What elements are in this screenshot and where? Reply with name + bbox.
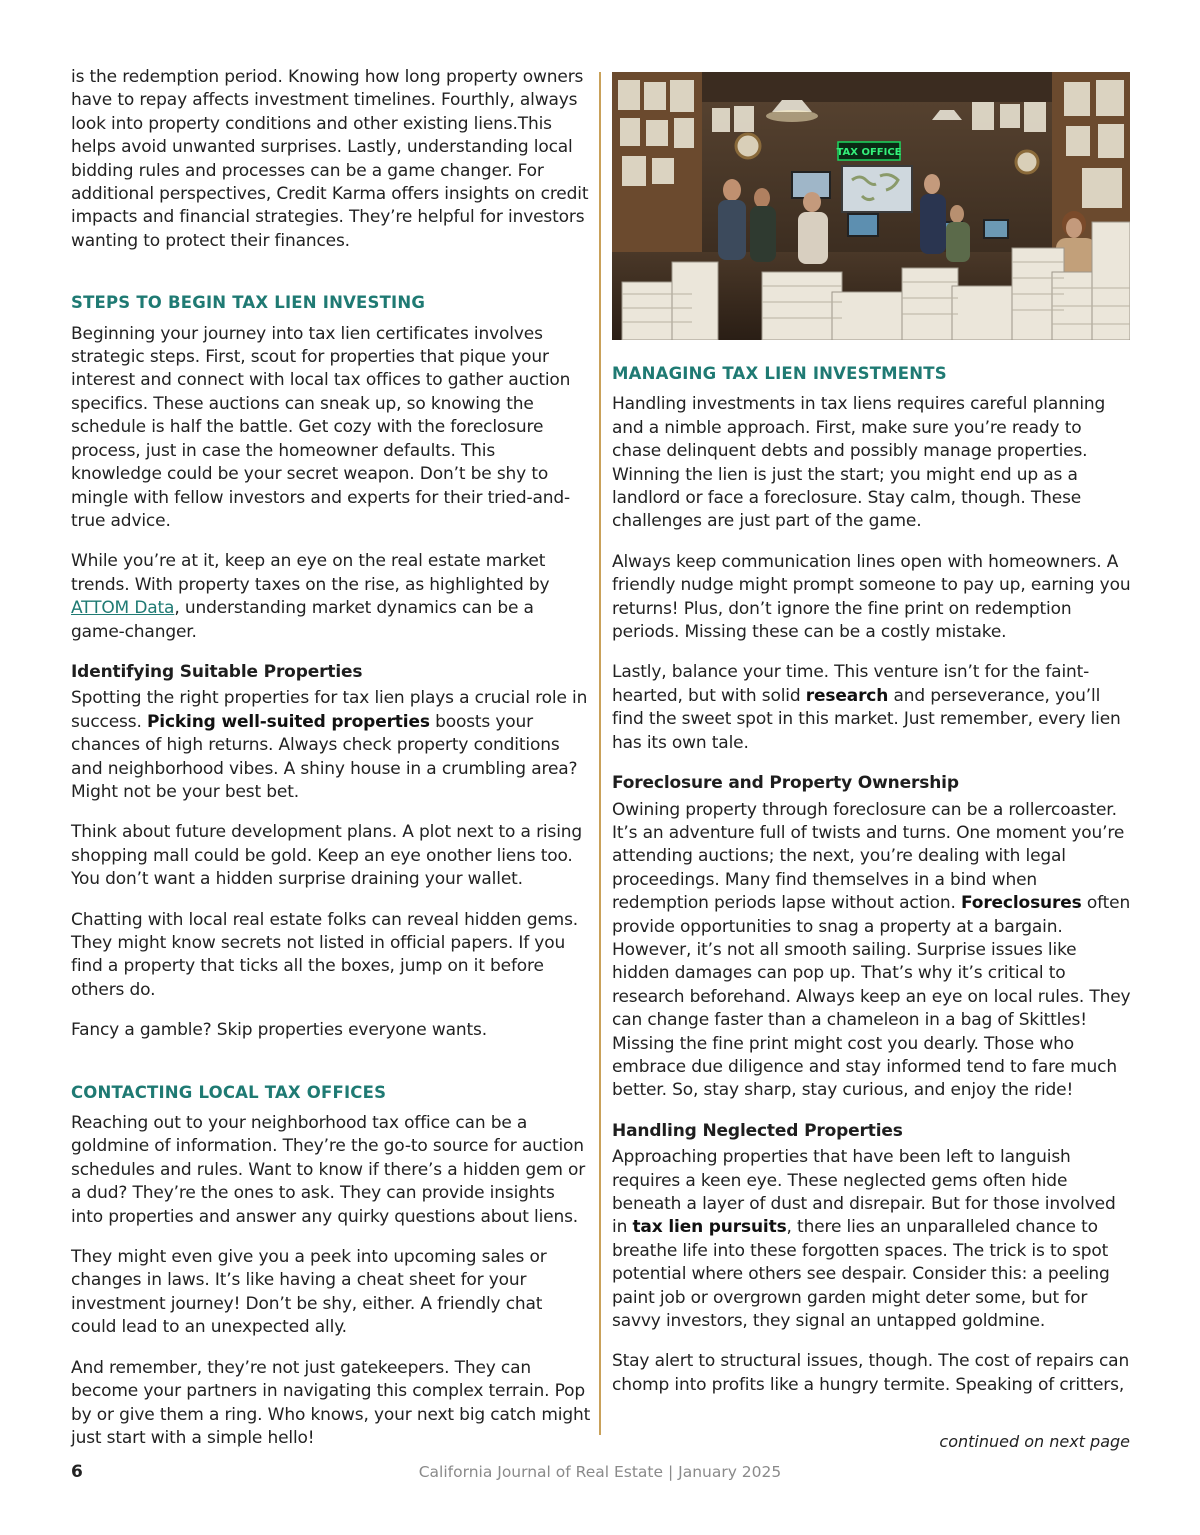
foreclosure-paragraph [612, 799, 1132, 1103]
left-column [71, 66, 591, 1467]
publication-footer: California Journal of Real Estate | January 2025 [418, 1463, 782, 1481]
page-number: 6 [71, 1462, 83, 1482]
identifying-paragraph-2: Think about future development plans. A plot next to a rising shopping mall could be gold. Keep an eye onother liens too. You don’t want a hidden surprise draining your wallet. [71, 822, 583, 890]
foreclosure-text-b: often provide opportunities to snag a property at a bargain. However, it’s not all smooth sailing. Surprise issues like hidden damages can pop up. That’s why it’s critical to research beforehand. Always keep an eye on local rules. They can change faster than a chameleon in a bag of Skittles! Missing the fine print might cost you dearly. Those who embrace due diligence and stay informed tend to fare much better. So, stay sharp, stay curious, and enjoy the ride! [612, 893, 1131, 1101]
identifying-paragraph-1 [71, 687, 591, 804]
section-heading-steps: STEPS TO BEGIN TAX LIEN INVESTING [71, 293, 426, 313]
identifying-paragraph-3: Chatting with local real estate folks can reveal hidden gems. They might know secrets not listed in official papers. If you find a property that ticks all the boxes, jump on it before others do. [71, 909, 579, 1000]
steps-paragraph-2-text-b: , understanding market dynamics can be a game-changer. [71, 598, 534, 642]
subheading-neglected: Handling Neglected Properties [612, 1120, 903, 1141]
section-heading-managing: MANAGING TAX LIEN INVESTMENTS [612, 364, 947, 383]
neglected-text-a: Approaching properties that have been left to languish requires a keen eye. These neglected gems often hide beneath a layer of dust and disrepair. But for those involved in [612, 1147, 1116, 1238]
identifying-text-b: boosts your chances of high returns. Always check property conditions and neighborhood vibes. A shiny house in a crumbling area? Might not be your best bet. [71, 711, 578, 802]
contacting-paragraph-2: They might even give you a peek into upcoming sales or changes in laws. It’s like having a cheat sheet for your investment journey! Don’t be shy, either. A friendly chat could lead to an unexpected ally. [71, 1247, 547, 1338]
identifying-paragraph-4: Fancy a gamble? Skip properties everyone wants. [71, 1020, 487, 1041]
managing-paragraph-1: Handling investments in tax liens requires careful planning and a nimble approach. First, make sure you’re ready to chase delinquent debts and possibly manage properties. Winning the lien is just the start; you might end up as a landlord or face a foreclosure. Stay calm, though. These challenges are just part of the game. [612, 394, 1106, 532]
steps-paragraph-1: Beginning your journey into tax lien certificates involves strategic steps. First, scout for properties that pique your interest and connect with local tax offices to gather auction specifics. These auctions can sneak up, so knowing the schedule is half the battle. Get cozy with the foreclosure process, just in case the homeowner defaults. This knowledge could be your secret weapon. Don’t be shy to mingle with fellow investors and experts for their tried-and-true advice. [71, 323, 571, 531]
foreclosure-text-a: Owining property through foreclosure can be a rollercoaster. It’s an adventure full of twists and turns. One moment you’re attending auctions; the next, you’re dealing with legal proceedings. Many find themselves in a bind when redemption periods lapse without action. [612, 799, 1125, 914]
contacting-paragraph-3: And remember, they’re not just gatekeepers. They can become your partners in navigating this complex terrain. Pop by or give them a ring. Who knows, your next big catch might just start with a simple hello! [71, 1357, 591, 1448]
identifying-text-a: Spotting the right properties for tax lien plays a crucial role in success. [71, 688, 588, 732]
tax-office-illustration [612, 72, 1130, 340]
managing-paragraph-2: Always keep communication lines open with homeowners. A friendly nudge might prompt someone to pay up, earning you returns! Plus, don’t ignore the fine print on redemption periods. Missing these can be a costly mistake. [612, 551, 1131, 643]
steps-paragraph-2-text-a: While you’re at it, keep an eye on the real estate market trends. With property taxes on the rise, as highlighted by [71, 551, 550, 595]
column-divider [599, 72, 601, 1435]
subheading-foreclosure: Foreclosure and Property Ownership [612, 773, 959, 794]
attom-data-link[interactable]: ATTOM Data [71, 598, 175, 619]
managing-text-b: and perseverance, you’ll find the sweet spot in this market. Just remember, every lien has its own tale. [612, 685, 1121, 753]
neglected-paragraph-2: Stay alert to structural issues, though. The cost of repairs can chomp into profits like a hungry termite. Speaking of critters, [612, 1351, 1130, 1395]
continued-note: continued on next page [939, 1432, 1130, 1451]
managing-paragraph-3 [612, 661, 1132, 755]
right-column [612, 362, 1132, 1414]
identifying-bold-text: Picking well-suited properties [146, 711, 430, 732]
neglected-text-b: , there lies an unparalleled chance to breathe life into these forgotten spaces. The trick is to spot potential where others see despair. Consider this: a peeling paint job or overgrown garden might deter some, but for savvy investors, they signal an untapped goldmine. [612, 1217, 1110, 1332]
managing-text-a: Lastly, balance your time. This venture isn’t for the faint-hearted, but with solid [612, 662, 1090, 706]
neglected-paragraph-1 [612, 1146, 1132, 1333]
section-heading-contacting: CONTACTING LOCAL TAX OFFICES [71, 1082, 387, 1102]
tax-office-sign: TAX OFFICE [836, 147, 902, 158]
tax-office-photo [612, 72, 1130, 340]
steps-paragraph-2 [71, 550, 591, 644]
intro-paragraph: is the redemption period. Knowing how long property owners have to repay affects investment timelines. Fourthly, always look into property conditions and other existing liens.This helps avoid unwanted surprises. Lastly, understanding local bidding rules and processes can be a game changer. For additional perspectives, Credit Karma offers insights on credit impacts and financial strategies. They’re helpful for investors wanting to protect their finances. [71, 67, 589, 251]
subheading-identifying: Identifying Suitable Properties [71, 661, 363, 682]
neglected-bold-text: tax lien pursuits [632, 1217, 787, 1238]
contacting-paragraph-1: Reaching out to your neighborhood tax office can be a goldmine of information. They’re the go-to source for auction schedules and rules. Want to know if there’s a hidden gem or a dud? They’re the ones to ask. They can provide insights into properties and answer any quirky questions about liens. [71, 1113, 586, 1227]
foreclosure-bold-text: Foreclosures [961, 893, 1082, 914]
managing-bold-text: research [805, 685, 889, 706]
